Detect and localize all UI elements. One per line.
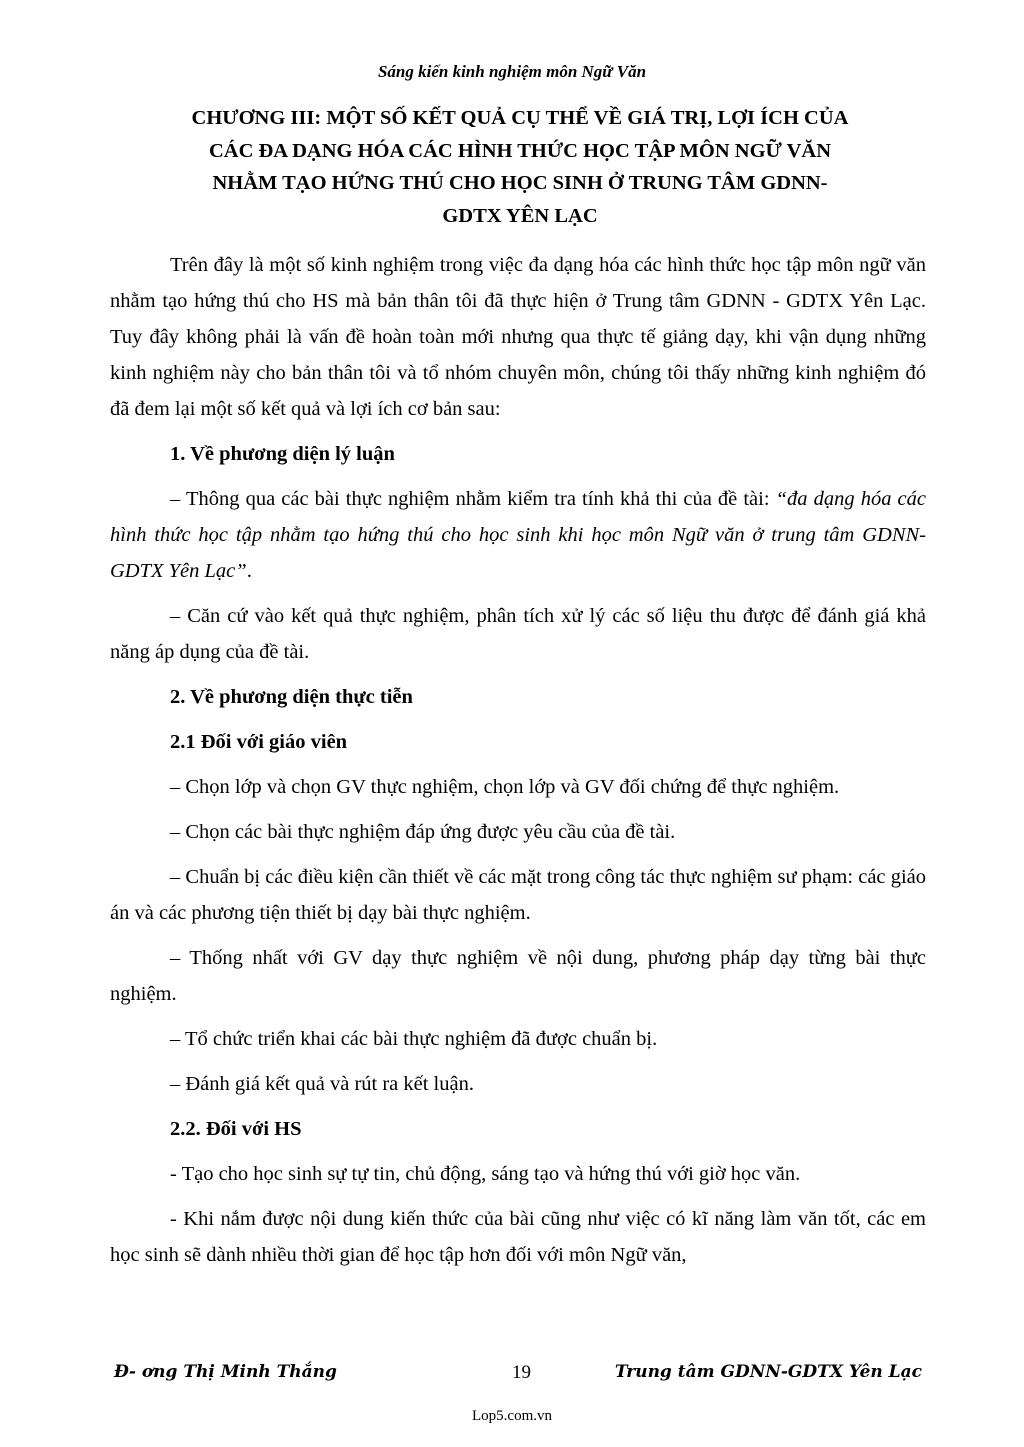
theory-paragraph-2: – Căn cứ vào kết quả thực nghiệm, phân tích xử lý các số liệu thu được để đánh giá khả năng áp dụng của đề tài.	[110, 605, 926, 663]
page-number: 19	[512, 1362, 531, 1383]
running-header: Sáng kiến kinh nghiệm môn Ngữ Văn	[377, 62, 647, 81]
section-heading-theory: 1. Về phương diện lý luận	[170, 443, 395, 465]
footer-author: Đ- ơng Thị Minh Thắng	[114, 1362, 337, 1382]
chapter-title-line: NHẰM TẠO HỨNG THÚ CHO HỌC SINH Ở TRUNG TÂM GDNN-	[212, 172, 828, 194]
theory-paragraph-1	[110, 481, 926, 589]
page-footer	[110, 1362, 926, 1390]
chapter-title	[120, 102, 920, 232]
teacher-item: – Chuẩn bị các điều kiện cần thiết về các mặt trong công tác thực nghiệm sư phạm: các giáo án và các phương tiện thiết bị dạy bài thực nghiệm.	[110, 866, 926, 924]
student-item: - Khi nắm được nội dung kiến thức của bài cũng như việc có kĩ năng làm văn tốt, các em học sinh sẽ dành nhiều thời gian để học tập hơn đối với môn Ngữ văn,	[110, 1208, 926, 1266]
footer-center-name: Trung tâm GDNN-GDTX Yên Lạc	[614, 1362, 922, 1382]
teacher-item: – Thống nhất với GV dạy thực nghiệm về nội dung, phương pháp dạy từng bài thực nghiệm.	[110, 947, 926, 1005]
chapter-title-line: CHƯƠNG III: MỘT SỐ KẾT QUẢ CỤ THỂ VỀ GIÁ TRỊ, LỢI ÍCH CỦA	[191, 107, 849, 129]
watermark: Lop5.com.vn	[472, 1408, 552, 1424]
theory-p1-prefix: – Thông qua các bài thực nghiệm nhằm kiểm tra tính khả thi của đề tài:	[170, 488, 776, 510]
document-body	[110, 247, 926, 1282]
chapter-title-line: GDTX YÊN LẠC	[442, 204, 598, 227]
intro-paragraph: Trên đây là một số kinh nghiệm trong việc đa dạng hóa các hình thức học tập môn ngữ văn nhằm tạo hứng thú cho HS mà bản thân tôi đã thực hiện ở Trung tâm GDNN - GDTX Yên Lạc. Tuy đây không phải là vấn đề hoàn toàn mới nhưng qua thực tế giảng dạy, khi vận dụng những kinh nghiệm này cho bản thân tôi và tổ nhóm chuyên môn, chúng tôi thấy những kinh nghiệm đó đã đem lại một số kết quả và lợi ích cơ bản sau:	[110, 254, 926, 420]
teacher-item: – Đánh giá kết quả và rút ra kết luận.	[170, 1073, 474, 1095]
teacher-item: – Tổ chức triển khai các bài thực nghiệm đã được chuẩn bị.	[170, 1028, 658, 1050]
chapter-title-line: CÁC ĐA DẠNG HÓA CÁC HÌNH THỨC HỌC TẬP MÔN NGỮ VĂN	[208, 139, 832, 162]
theory-p1-suffix: .	[246, 560, 252, 582]
student-item: - Tạo cho học sinh sự tự tin, chủ động, sáng tạo và hứng thú với giờ học văn.	[170, 1163, 801, 1185]
subsection-heading-teacher: 2.1 Đối với giáo viên	[170, 731, 348, 753]
section-heading-practice: 2. Về phương diện thực tiễn	[170, 686, 413, 708]
topic-quote: “đa dạng hóa các hình thức học tập nhằm tạo hứng thú cho học sinh khi học môn Ngữ văn ở trung tâm GDNN-GDTX Yên Lạc”	[110, 488, 926, 582]
subsection-heading-students: 2.2. Đối với HS	[170, 1118, 302, 1140]
teacher-item: – Chọn các bài thực nghiệm đáp ứng được yêu cầu của đề tài.	[170, 821, 676, 843]
teacher-item: – Chọn lớp và chọn GV thực nghiệm, chọn lớp và GV đối chứng để thực nghiệm.	[170, 776, 840, 798]
